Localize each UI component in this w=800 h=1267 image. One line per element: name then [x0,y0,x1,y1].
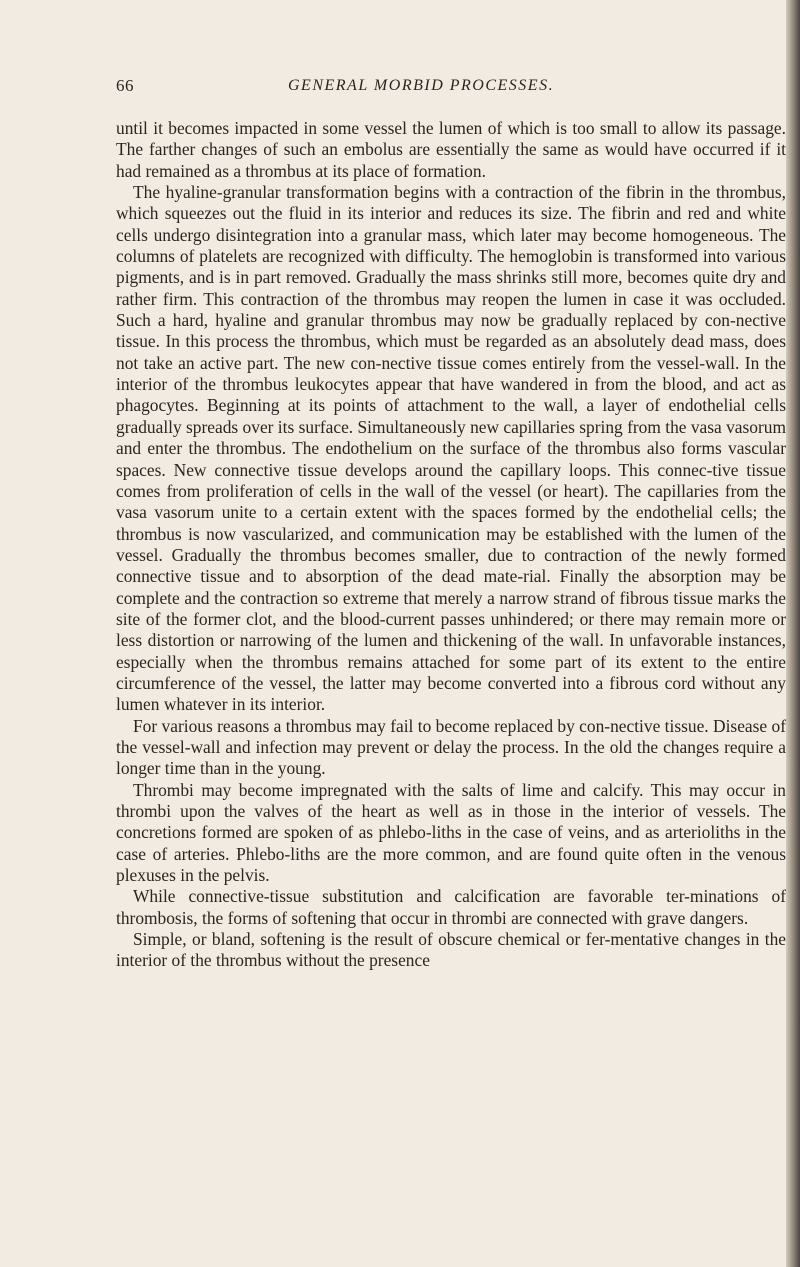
paragraph: The hyaline-granular transformation begins with a contraction of the fibrin in the thrombus, which squeezes out the fluid in its interior and reduces its size. The fibrin and red and white cells undergo disintegration into a granular mass, which later may become homogeneous. The columns of platelets are recognized with difficulty. The hemoglobin is transformed into various pigments, and is in part removed. Gradually the mass shrinks still more, becomes quite dry and rather firm. This contraction of the thrombus may reopen the lumen in case it was occluded. Such a hard, hyaline and granular thrombus may now be gradually replaced by con-nective tissue. In this process the thrombus, which must be regarded as an absolutely dead mass, does not take an active part. The new con-nective tissue comes entirely from the vessel-wall. In the interior of the thrombus leukocytes appear that have wandered in from the blood, and act as phagocytes. Beginning at its points of attachment to the wall, a layer of endothelial cells gradually spreads over its surface. Simultaneously new capillaries spring from the vasa vasorum and enter the thrombus. The endothelium on the surface of the thrombus also forms vascular spaces. New connective tissue develops around the capillary loops. This connec-tive tissue comes from proliferation of cells in the wall of the vessel (or heart). The capillaries from the vasa vasorum unite to a certain extent with the spaces formed by the endothelial cells; the thrombus is now vascularized, and communication may be established with the lumen of the vessel. Gradually the thrombus becomes smaller, due to contraction of the newly formed connective tissue and to absorption of the dead mate-rial. Finally the absorption may be complete and the contraction so extreme that merely a narrow strand of fibrous tissue marks the site of the former clot, and the blood-current passes unhindered; or there may remain more or less distortion or narrowing of the lumen and thickening of the wall. In unfavorable instances, especially when the thrombus remains attached for some part of its extent to the entire circumference of the vessel, the latter may become converted into a fibrous cord without any lumen whatever in its interior. [116,182,786,715]
running-head: GENERAL MORBID PROCESSES. [288,77,555,94]
paragraph: Simple, or bland, softening is the result of obscure chemical or fer-mentative changes in the interior of the thrombus without the presence [116,929,786,971]
paragraph: until it becomes impacted in some vessel the lumen of which is too small to allow its passage. The farther changes of such an embolus are essentially the same as would have occurred if it had remained as a thrombus at its place of formation. [116,118,786,181]
paragraph: Thrombi may become impregnated with the salts of lime and calcify. This may occur in thrombi upon the valves of the heart as well as in those in the interior of vessels. The concretions formed are spoken of as phlebo-liths in the case of veins, and as arterioliths in the case of arteries. Phlebo-liths are the more common, and are found quite often in the venous plexuses in the pelvis. [116,779,786,886]
scan-page-edge [786,0,800,1267]
body-text [116,118,786,972]
page-number: 66 [116,76,134,95]
paragraph: While connective-tissue substitution and calcification are favorable ter-minations of thrombosis, the forms of softening that occur in thrombi are connected with grave dangers. [116,886,786,928]
paragraph: For various reasons a thrombus may fail to become replaced by con-nective tissue. Disease of the vessel-wall and infection may prevent or delay the process. In the old the changes require a longer time than in the young. [116,715,786,779]
